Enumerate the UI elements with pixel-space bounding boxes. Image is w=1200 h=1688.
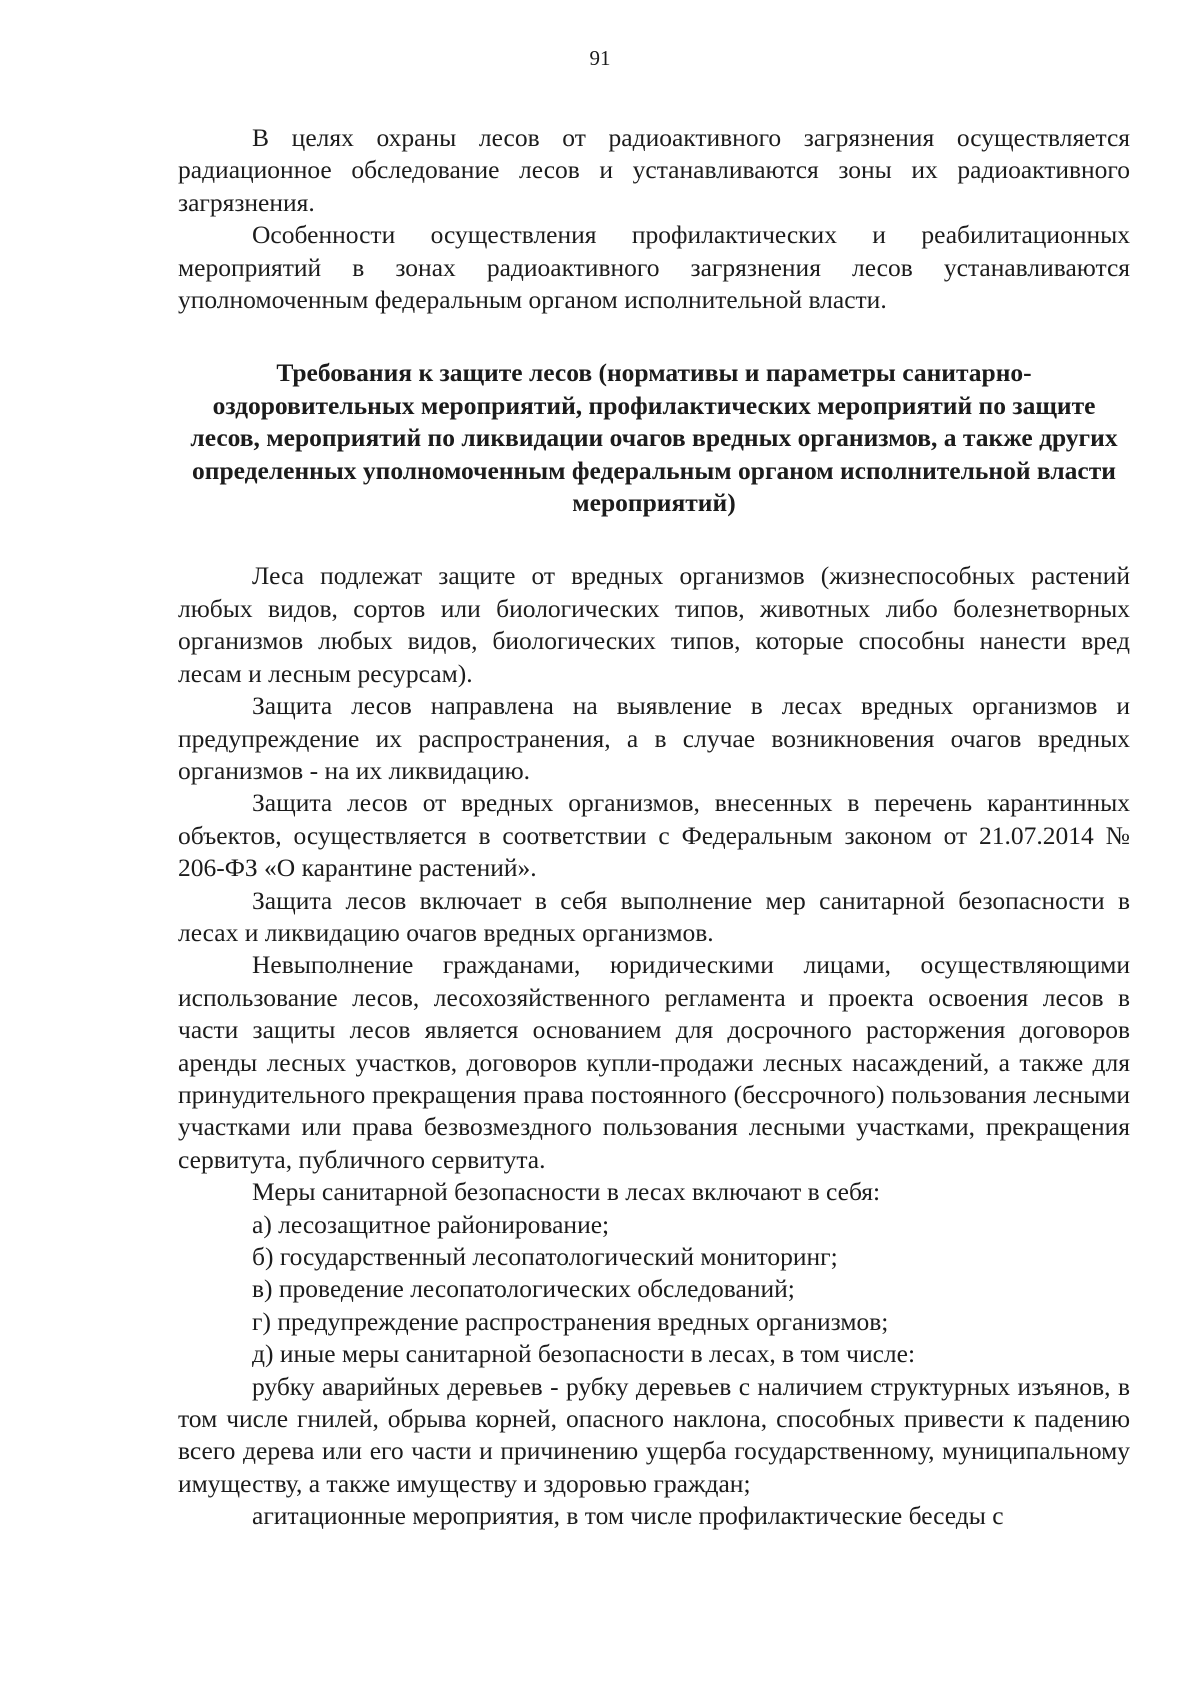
intro-paragraph-rehabilitation: Особенности осуществления профилактических и реабилитационных мероприятий в зонах радиоактивного загрязнения лесов устанавливаются уполномоченным федеральным органом исполнительной власти. (178, 220, 1130, 315)
body-paragraph-protection-scope: Защита лесов включает в себя выполнение мер санитарной безопасности в лесах и ликвидацию очагов вредных организмов. (178, 885, 1130, 947)
measures-list-item-a: а) лесозащитное районирование; (252, 1209, 610, 1239)
measures-list-item-b: б) государственный лесопатологический мониторинг; (252, 1242, 838, 1271)
body-paragraph-quarantine-law: Защита лесов от вредных организмов, внесенных в перечень карантинных объектов, осуществляется в соответствии с Федеральным законом от 21.07.2014 № 206-ФЗ «О карантине растений». (178, 788, 1130, 883)
intro-paragraph-radiation-survey: В целях охраны лесов от радиоактивного загрязнения осуществляется радиационное обследование лесов и устанавливаются зоны их радиоактивного загрязнения. (178, 123, 1130, 217)
page-content (178, 122, 1130, 1533)
section-heading: Требования к защите лесов (нормативы и параметры санитарно-оздоровительных мероприятий, профилактических мероприятий по защите лесов, мероприятий по ликвидации очагов вредных организмов, а также других определенных уполномоченным федеральным органом исполнительной власти мероприятий) (190, 358, 1118, 518)
page-number: 91 (589, 46, 611, 70)
body-paragraph-harmful-organisms: Леса подлежат защите от вредных организмов (жизнеспособных растений любых видов, сортов или биологических типов, животных либо болезнетворных организмов любых видов, биологических типов, которые способны нанести вред лесам и лесным ресурсам). (178, 561, 1130, 688)
body-paragraph-protection-goal: Защита лесов направлена на выявление в лесах вредных организмов и предупреждение их распространения, а в случае возникновения очагов вредных организмов - на их ликвидацию. (178, 691, 1130, 785)
measures-list-item-c: в) проведение лесопатологических обследований; (252, 1274, 795, 1304)
closing-paragraph-emergency-felling: рубку аварийных деревьев - рубку деревьев с наличием структурных изъянов, в том числе гнилей, обрыва корней, опасного наклона, способных привести к падению всего дерева или его части и причинению ущерба государственному, муниципальному имуществу, а также имуществу и здоровью граждан; (178, 1371, 1130, 1498)
closing-paragraph-campaigns: агитационные мероприятия, в том числе профилактические беседы с (252, 1501, 1004, 1531)
body-paragraph-measures-intro: Меры санитарной безопасности в лесах включают в себя: (252, 1177, 881, 1207)
measures-list-item-d: г) предупреждение распространения вредных организмов; (252, 1306, 889, 1336)
measures-list-item-e: д) иные меры санитарной безопасности в лесах, в том числе: (252, 1339, 916, 1369)
body-paragraph-noncompliance: Невыполнение гражданами, юридическими лицами, осуществляющими использование лесов, лесохозяйственного регламента и проекта освоения лесов в части защиты лесов является основанием для досрочного расторжения договоров аренды лесных участков, договоров купли-продажи лесных насаждений, а также для принудительного прекращения права постоянного (бессрочного) пользования лесными участками или права безвозмездного пользования лесными участками, прекращения сервитута, публичного сервитута. (178, 950, 1130, 1174)
